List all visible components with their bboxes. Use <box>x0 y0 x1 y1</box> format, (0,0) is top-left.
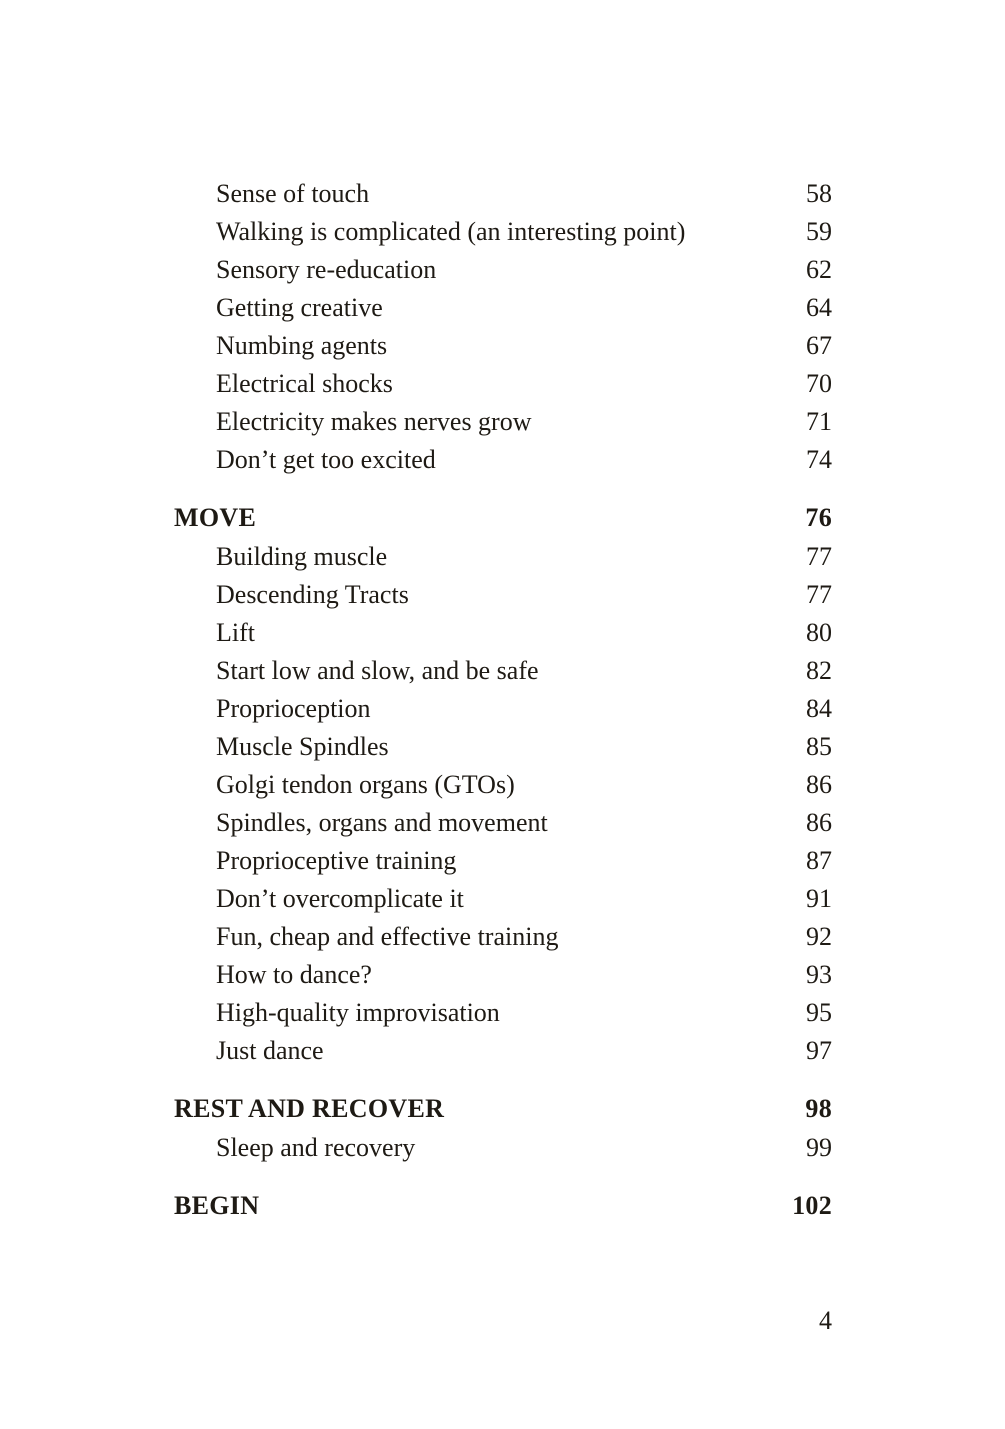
toc-entry-title: Fun, cheap and effective training <box>216 922 559 951</box>
toc-entry-title: How to dance? <box>216 960 372 989</box>
toc-section-heading <box>174 1186 832 1226</box>
toc-entry-title: REST AND RECOVER <box>174 1094 445 1123</box>
toc-entry-page: 98 <box>805 1094 832 1123</box>
toc-entry-title: BEGIN <box>174 1191 260 1220</box>
toc-entry <box>174 327 832 365</box>
toc-entry <box>174 956 832 994</box>
toc-entry-page: 59 <box>806 217 832 246</box>
toc-entry <box>174 804 832 842</box>
toc-entry-page: 85 <box>806 732 832 761</box>
toc-entry-page: 86 <box>806 808 832 837</box>
toc-entry-page: 74 <box>806 445 832 474</box>
toc-entry-title: Sense of touch <box>216 179 370 208</box>
toc-entry-title: Don’t get too excited <box>216 445 436 474</box>
toc-entry-page: 80 <box>806 618 832 647</box>
toc-entry-title: High-quality improvisation <box>216 998 500 1027</box>
toc-entry-title: Muscle Spindles <box>216 732 389 761</box>
toc-entry-title: Numbing agents <box>216 331 388 360</box>
toc-entry <box>174 576 832 614</box>
toc-section-heading <box>174 1089 832 1129</box>
toc-entry-title: Descending Tracts <box>216 580 409 609</box>
toc-entry-title: Electrical shocks <box>216 369 393 398</box>
toc-entry <box>174 994 832 1032</box>
toc-entry <box>174 251 832 289</box>
toc-entry-page: 102 <box>792 1191 832 1220</box>
toc-entry-page: 71 <box>806 407 832 436</box>
toc-entry-page: 87 <box>806 846 832 875</box>
toc-entry-page: 91 <box>806 884 832 913</box>
toc-entry-page: 82 <box>806 656 832 685</box>
toc-entry-title: Start low and slow, and be safe <box>216 656 539 685</box>
toc-entry-title: Golgi tendon organs (GTOs) <box>216 770 515 799</box>
toc-entry-page: 97 <box>806 1036 832 1065</box>
toc-entry <box>174 1129 832 1167</box>
toc-entry <box>174 403 832 441</box>
toc-entry <box>174 538 832 576</box>
toc-entry-page: 77 <box>806 580 832 609</box>
toc-entry <box>174 365 832 403</box>
toc-entry-title: Sensory re-education <box>216 255 437 284</box>
toc-entry-page: 95 <box>806 998 832 1027</box>
toc-entry-page: 92 <box>806 922 832 951</box>
toc-entry-page: 62 <box>806 255 832 284</box>
toc-entry <box>174 766 832 804</box>
table-of-contents <box>174 175 832 1226</box>
toc-entry-title: Walking is complicated (an interesting point) <box>216 217 686 246</box>
toc-entry-title: Don’t overcomplicate it <box>216 884 464 913</box>
toc-entry-title: Just dance <box>216 1036 324 1065</box>
toc-entry <box>174 728 832 766</box>
toc-entry-title: Getting creative <box>216 293 383 322</box>
toc-entry <box>174 614 832 652</box>
toc-entry-title: MOVE <box>174 503 257 532</box>
toc-entry-page: 64 <box>806 293 832 322</box>
toc-entry <box>174 441 832 479</box>
toc-entry-title: Electricity makes nerves grow <box>216 407 532 436</box>
toc-entry <box>174 175 832 213</box>
toc-entry-page: 76 <box>805 503 832 532</box>
toc-entry-page: 77 <box>806 542 832 571</box>
page-number: 4 <box>819 1306 832 1335</box>
toc-entry-page: 93 <box>806 960 832 989</box>
toc-entry-page: 70 <box>806 369 832 398</box>
toc-entry-page: 84 <box>806 694 832 723</box>
toc-entry-title: Proprioceptive training <box>216 846 457 875</box>
toc-entry-title: Proprioception <box>216 694 371 723</box>
toc-entry <box>174 213 832 251</box>
toc-entry-page: 99 <box>806 1133 832 1162</box>
toc-entry <box>174 880 832 918</box>
toc-entry-title: Lift <box>216 618 255 647</box>
toc-section-heading <box>174 498 832 538</box>
toc-entry <box>174 1032 832 1070</box>
toc-entry-page: 86 <box>806 770 832 799</box>
toc-entry-title: Building muscle <box>216 542 388 571</box>
toc-entry <box>174 652 832 690</box>
toc-entry-page: 67 <box>806 331 832 360</box>
toc-entry-title: Spindles, organs and movement <box>216 808 548 837</box>
toc-entry-page: 58 <box>806 179 832 208</box>
toc-entry <box>174 918 832 956</box>
toc-entry <box>174 289 832 327</box>
toc-entry <box>174 690 832 728</box>
toc-entry <box>174 842 832 880</box>
toc-entry-title: Sleep and recovery <box>216 1133 416 1162</box>
